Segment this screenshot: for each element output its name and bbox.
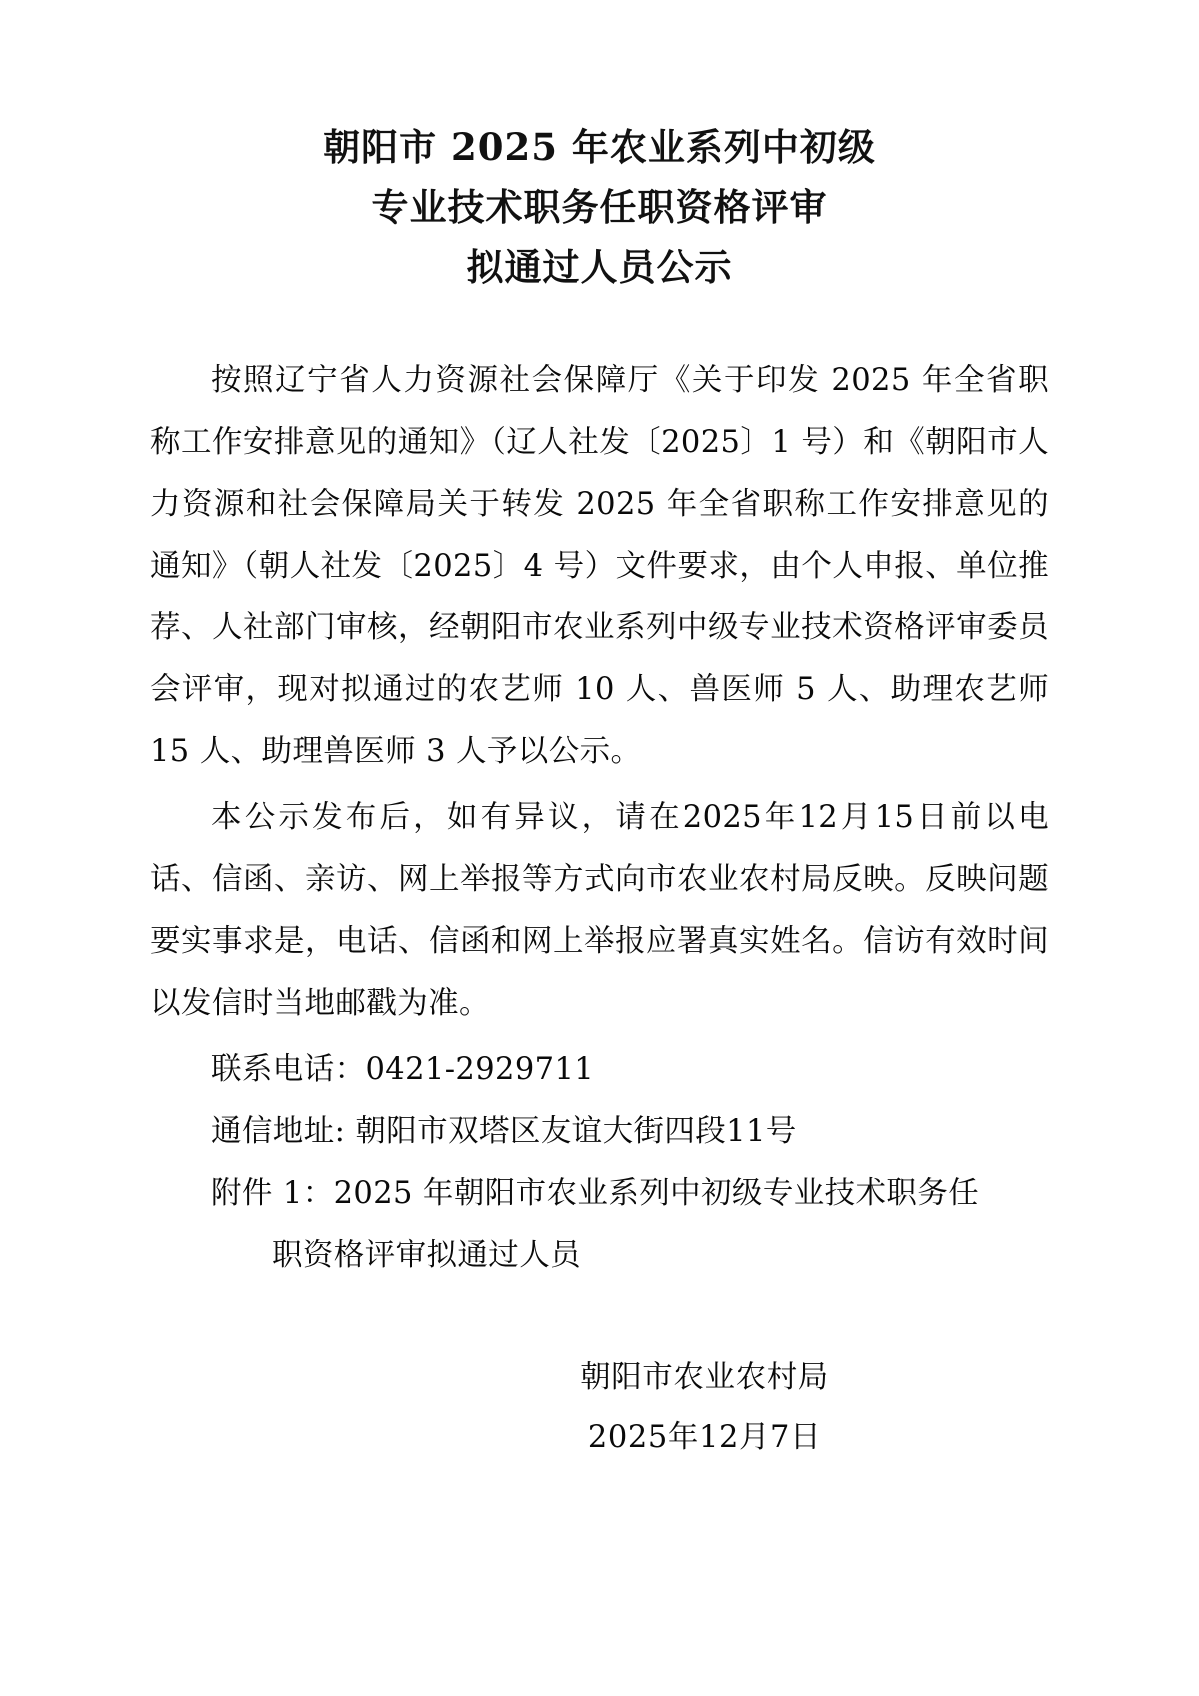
contact-phone: 联系电话：0421-2929711 — [211, 1051, 595, 1087]
document-title — [150, 118, 1049, 298]
title-line-1: 朝阳市 2025 年农业系列中初级 — [323, 125, 876, 169]
title-line-3: 拟通过人员公示 — [466, 244, 733, 289]
contact-address: 通信地址: 朝阳市双塔区友谊大街四段11号 — [211, 1113, 797, 1149]
paragraph-2: 本公示发布后，如有异议，请在2025年12月15日前以电话、信函、亲访、网上举报等方式向市农业农村局反映。反映问题要实事求是，电话、信函和网上举报应署真实姓名。信访有效时间以发信时当地邮戳为准。 — [150, 800, 1049, 1021]
attachment-line-1: 附件 1：2025 年朝阳市农业系列中初级专业技术职务任 — [211, 1175, 980, 1211]
title-line-2: 专业技术职务任职资格评审 — [371, 184, 828, 229]
paragraph-1: 按照辽宁省人力资源社会保障厅《关于印发 2025 年全省职称工作安排意见的通知》（辽人社发〔2025〕1 号）和《朝阳市人力资源和社会保障局关于转发 2025 年全省职称工作安排意见的通知》（朝人社发〔2025〕4 号）文件要求，由个人申报、单位推荐、人社部门审核，经朝阳市农业系列中级专业技术资格评审委员会评审，现对拟通过的农艺师 10 人、兽医师 5 人、助理农艺师 15 人、助理兽医师 3 人予以公示。 — [150, 362, 1049, 770]
document-signature — [150, 1348, 1049, 1467]
signature-date: 2025年12月7日 — [587, 1419, 822, 1455]
signature-issuer: 朝阳市农业农村局 — [580, 1360, 829, 1396]
attachment-line-2: 职资格评审拟通过人员 — [272, 1237, 581, 1273]
document-body — [150, 350, 1049, 1287]
